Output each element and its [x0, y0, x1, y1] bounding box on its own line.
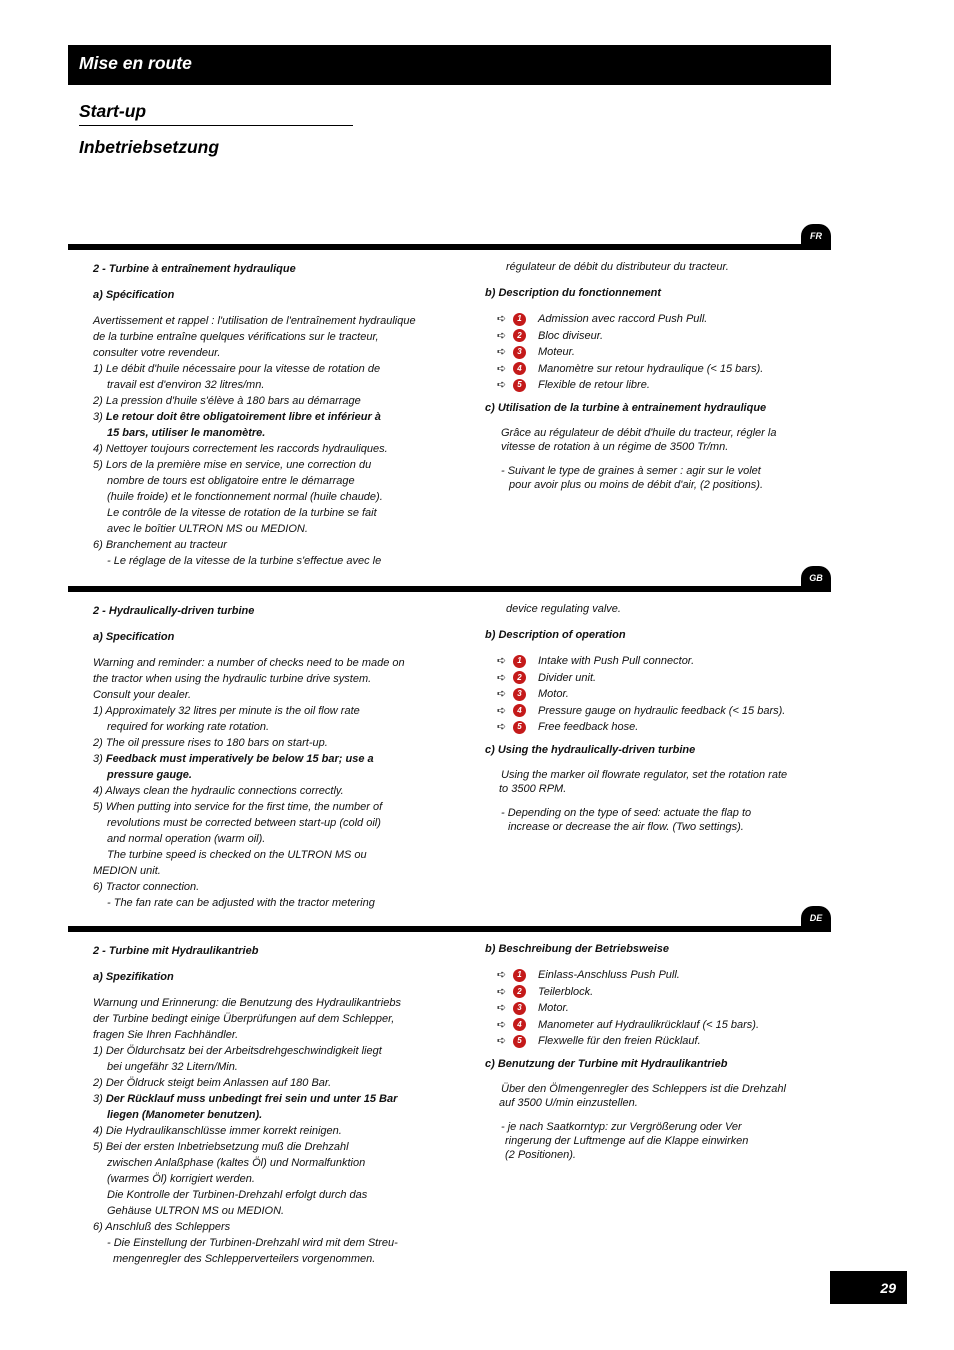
fr-bullet-text: Manomètre sur retour hydraulique (< 15 bars). — [538, 362, 764, 375]
gb-bullet-row — [485, 653, 830, 670]
gb-use-heading: c) Using the hydraulically-driven turbine — [485, 743, 696, 756]
de-item-4: 4) Die Hydraulikanschlüsse immer korrekt reinigen. — [93, 1125, 342, 1137]
fr-bullet-text: Admission avec raccord Push Pull. — [538, 313, 708, 326]
de-bullet-row — [485, 967, 830, 984]
de-item-2: 2) Der Öldruck steigt beim Anlassen auf 180 Bar. — [93, 1077, 332, 1089]
gb-item-3-text: Feedback must imperatively be below 15 bar; use a — [105, 753, 374, 765]
de-use-line: ringerung der Luftmenge auf die Klappe einwirken — [505, 1134, 749, 1147]
gb-desc-heading: b) Description of operation — [485, 629, 626, 641]
title-bar — [68, 45, 831, 85]
de-intro-line: fragen Sie Ihren Fachhändler. — [93, 1029, 239, 1041]
fr-bullet-text: Flexible de retour libre. — [538, 379, 650, 392]
de-use-heading: c) Benutzung der Turbine mit Hydraulikantrieb — [485, 1057, 728, 1070]
fr-item-5-cont: avec le boîtier ULTRON MS ou MEDION. — [107, 523, 308, 535]
de-item-5-cont: Die Kontrolle der Turbinen-Drehzahl erfolgt durch das — [107, 1189, 368, 1201]
fr-left-column — [93, 261, 438, 569]
page-number: 29 — [830, 1271, 907, 1304]
de-right-column — [485, 941, 830, 1162]
gb-item-4: 4) Always clean the hydraulic connections correctly. — [93, 785, 344, 797]
de-use-line: - je nach Saatkorntyp: zur Vergrößerung oder Ver — [501, 1120, 742, 1133]
arrow-icon: ➪ — [497, 969, 507, 982]
fr-section-title: 2 - Turbine à entraînement hydraulique — [93, 263, 296, 275]
gb-item-5-last: MEDION unit. — [93, 865, 161, 877]
gb-item-1-cont: required for working rate rotation. — [107, 721, 270, 733]
gb-item-6: 6) Tractor connection. — [93, 881, 200, 893]
gb-use-line: to 3500 RPM. — [499, 782, 567, 795]
section-rule-fr — [68, 244, 831, 250]
arrow-icon: ➪ — [497, 721, 507, 734]
gb-bullet-text: Intake with Push Pull connector. — [538, 655, 695, 668]
number-badge-icon: 3 — [513, 688, 526, 701]
section-rule-gb — [68, 586, 831, 592]
arrow-icon: ➪ — [497, 329, 507, 342]
gb-continuation: device regulating valve. — [506, 603, 621, 615]
de-item-5-cont: Gehäuse ULTRON MS ou MEDION. — [107, 1205, 285, 1217]
fr-item-6: 6) Branchement au tracteur — [93, 539, 227, 551]
gb-item-3-cont: pressure gauge. — [107, 769, 192, 781]
gb-item-5-cont: and normal operation (warm oil). — [107, 833, 266, 845]
fr-use-line: - Suivant le type de graines à semer : agir sur le volet — [501, 464, 761, 477]
gb-bullet-row — [485, 719, 830, 736]
fr-use-block — [485, 426, 830, 492]
de-item-5: 5) Bei der ersten Inbetriebsetzung muß die Drehzahl — [93, 1141, 349, 1153]
de-bullet-text: Motor. — [538, 1002, 569, 1015]
lang-tab-de: DE — [801, 906, 831, 930]
arrow-icon: ➪ — [497, 313, 507, 326]
fr-item-5-cont: (huile froide) et le fonctionnement normal (huile chaude). — [107, 491, 383, 503]
gb-bullet-text: Divider unit. — [538, 671, 597, 684]
gb-bullet-text: Motor. — [538, 688, 569, 701]
de-item-5-cont: zwischen Anlaßphase (kaltes Öl) und Normalfunktion — [107, 1157, 366, 1169]
gb-bullet-text: Pressure gauge on hydraulic feedback (< 15 bars). — [538, 704, 786, 717]
number-badge-icon: 3 — [513, 1002, 526, 1015]
fr-item-6-sub: - Le réglage de la vitesse de la turbine s'effectue avec le — [107, 555, 382, 567]
fr-item-5-cont: nombre de tours est obligatoire entre le démarrage — [107, 475, 355, 487]
gb-item-3-num: 3) — [93, 753, 103, 765]
number-badge-icon: 1 — [513, 655, 526, 668]
de-bullet-text: Manometer auf Hydraulikrücklauf (< 15 bars). — [538, 1018, 760, 1031]
gb-item-5: 5) When putting into service for the first time, the number of — [93, 801, 383, 813]
arrow-icon: ➪ — [497, 1035, 507, 1048]
de-bullet-text: Flexwelle für den freien Rücklauf. — [538, 1035, 701, 1048]
de-item-1: 1) Der Öldurchsatz bei der Arbeitsdrehgeschwindigkeit liegt — [93, 1045, 382, 1057]
number-badge-icon: 5 — [513, 379, 526, 392]
number-badge-icon: 2 — [513, 671, 526, 684]
number-badge-icon: 1 — [513, 313, 526, 326]
fr-item-3-text: Le retour doit être obligatoirement libre et inférieur à — [105, 411, 381, 423]
fr-item-5-cont: Le contrôle de la vitesse de rotation de la turbine se fait — [107, 507, 377, 519]
de-intro-line: der Turbine bedingt einige Überprüfungen auf dem Schlepper, — [93, 1013, 395, 1025]
fr-item-3 — [93, 409, 438, 425]
lang-tab-gb: GB — [801, 566, 831, 590]
fr-bullet-row — [485, 311, 830, 328]
gb-bullet-row — [485, 703, 830, 720]
lang-tab-fr: FR — [801, 224, 831, 248]
gb-section-title: 2 - Hydraulically-driven turbine — [93, 605, 255, 617]
fr-spec-heading: a) Spécification — [93, 289, 175, 301]
page-title: Mise en route — [79, 53, 192, 73]
fr-bullet-row — [485, 361, 830, 378]
fr-item-3-num: 3) — [93, 411, 103, 423]
de-bullet-text: Einlass-Anschluss Push Pull. — [538, 969, 680, 982]
fr-item-1: 1) Le débit d'huile nécessaire pour la vitesse de rotation de — [93, 363, 381, 375]
fr-item-2: 2) La pression d'huile s'élève à 180 bars au démarrage — [93, 395, 361, 407]
fr-continuation: régulateur de débit du distributeur du tracteur. — [506, 261, 729, 273]
gb-use-line: increase or decrease the air flow. (Two settings). — [508, 820, 744, 833]
gb-left-column — [93, 603, 438, 911]
de-left-column — [93, 943, 438, 1267]
arrow-icon: ➪ — [497, 688, 507, 701]
gb-bullet-row — [485, 670, 830, 687]
de-use-block — [485, 1082, 830, 1162]
de-item-6-sub: - Die Einstellung der Turbinen-Drehzahl wird mit dem Streu- — [107, 1237, 398, 1249]
gb-spec-heading: a) Specification — [93, 631, 175, 643]
fr-bullet-row — [485, 328, 830, 345]
fr-item-4: 4) Nettoyer toujours correctement les raccords hydrauliques. — [93, 443, 388, 455]
number-badge-icon: 5 — [513, 1035, 526, 1048]
de-bullet-text: Teilerblock. — [538, 985, 594, 998]
number-badge-icon: 3 — [513, 346, 526, 359]
de-section-title: 2 - Turbine mit Hydraulikantrieb — [93, 945, 259, 957]
section-rule-de — [68, 926, 831, 932]
number-badge-icon: 4 — [513, 1018, 526, 1031]
arrow-icon: ➪ — [497, 671, 507, 684]
fr-intro-line: consulter votre revendeur. — [93, 347, 221, 359]
gb-use-block — [485, 768, 830, 834]
de-item-6: 6) Anschluß des Schleppers — [93, 1221, 231, 1233]
gb-use-line: Using the marker oil flowrate regulator, set the rotation rate — [501, 768, 788, 781]
de-bullet-row — [485, 1017, 830, 1034]
gb-bullet-row — [485, 686, 830, 703]
de-bullet-row — [485, 1033, 830, 1050]
fr-intro-line: Avertissement et rappel : l'utilisation de l'entraînement hydraulique — [93, 315, 416, 327]
de-use-line: (2 Positionen). — [505, 1148, 576, 1161]
number-badge-icon: 1 — [513, 969, 526, 982]
fr-use-line: Grâce au régulateur de débit d'huile du tracteur, régler la — [501, 426, 777, 439]
subtitle-en: Start-up — [79, 101, 147, 121]
de-use-line: auf 3500 U/min einzustellen. — [499, 1096, 638, 1109]
de-item-3-text: Der Rücklauf muss unbedingt frei sein und unter 15 Bar — [105, 1093, 398, 1105]
number-badge-icon: 4 — [513, 362, 526, 375]
fr-use-line: pour avoir plus ou moins de débit d'air, (2 positions). — [509, 478, 764, 491]
de-item-6-sub: mengenregler des Schlepperverteilers vorgenommen. — [113, 1253, 376, 1265]
gb-use-line: - Depending on the type of seed: actuate the flap to — [501, 806, 752, 819]
fr-use-heading: c) Utilisation de la turbine à entrainement hydraulique — [485, 401, 767, 414]
arrow-icon: ➪ — [497, 346, 507, 359]
gb-item-5-cont: revolutions must be corrected between start-up (cold oil) — [107, 817, 381, 829]
number-badge-icon: 5 — [513, 721, 526, 734]
de-bullet-row — [485, 984, 830, 1001]
arrow-icon: ➪ — [497, 985, 507, 998]
gb-item-6-sub: - The fan rate can be adjusted with the tractor metering — [107, 897, 375, 909]
gb-intro-line: Warning and reminder: a number of checks need to be made on — [93, 657, 405, 669]
de-item-5-cont: (warmes Öl) korrigiert werden. — [107, 1173, 255, 1185]
number-badge-icon: 2 — [513, 329, 526, 342]
fr-intro-line: de la turbine entraîne quelques vérifications sur le tracteur, — [93, 331, 379, 343]
arrow-icon: ➪ — [497, 655, 507, 668]
arrow-icon: ➪ — [497, 1018, 507, 1031]
de-item-3 — [93, 1091, 438, 1107]
number-badge-icon: 4 — [513, 704, 526, 717]
gb-item-5-cont: The turbine speed is checked on the ULTRON MS ou — [107, 849, 367, 861]
de-use-line: Über den Ölmengenregler des Schleppers ist die Drehzahl — [501, 1082, 786, 1095]
arrow-icon: ➪ — [497, 379, 507, 392]
de-spec-heading: a) Spezifikation — [93, 971, 174, 983]
gb-item-3 — [93, 751, 438, 767]
arrow-icon: ➪ — [497, 362, 507, 375]
arrow-icon: ➪ — [497, 1002, 507, 1015]
fr-bullet-text: Bloc diviseur. — [538, 329, 604, 342]
de-desc-heading: b) Beschreibung der Betriebsweise — [485, 943, 669, 955]
de-item-1-cont: bei ungefähr 32 Litern/Min. — [107, 1061, 238, 1073]
de-item-3-num: 3) — [93, 1093, 103, 1105]
subtitle-de: Inbetriebsetzung — [79, 137, 220, 157]
de-bullet-row — [485, 1000, 830, 1017]
fr-item-5: 5) Lors de la première mise en service, une correction du — [93, 459, 372, 471]
gb-item-1: 1) Approximately 32 litres per minute is the oil flow rate — [93, 705, 360, 717]
fr-bullet-row — [485, 344, 830, 361]
de-intro-line: Warnung und Erinnerung: die Benutzung des Hydraulikantriebs — [93, 997, 401, 1009]
arrow-icon: ➪ — [497, 704, 507, 717]
gb-intro-line: Consult your dealer. — [93, 689, 192, 701]
fr-bullet-text: Moteur. — [538, 346, 575, 359]
de-item-3-cont: liegen (Manometer benutzen). — [107, 1109, 263, 1121]
fr-right-column — [485, 259, 830, 492]
fr-item-3-cont: 15 bars, utiliser le manomètre. — [107, 427, 266, 439]
gb-bullet-text: Free feedback hose. — [538, 721, 639, 734]
gb-item-2: 2) The oil pressure rises to 180 bars on start-up. — [93, 737, 328, 749]
fr-bullet-row — [485, 377, 830, 394]
number-badge-icon: 2 — [513, 985, 526, 998]
gb-intro-line: the tractor when using the hydraulic turbine drive system. — [93, 673, 372, 685]
subtitle-divider — [79, 125, 353, 126]
gb-right-column — [485, 601, 830, 834]
fr-use-line: vitesse de rotation à un régime de 3500 Tr/mn. — [501, 440, 729, 453]
fr-item-1-cont: travail est d'environ 32 litres/mn. — [107, 379, 265, 391]
fr-desc-heading: b) Description du fonctionnement — [485, 287, 661, 299]
